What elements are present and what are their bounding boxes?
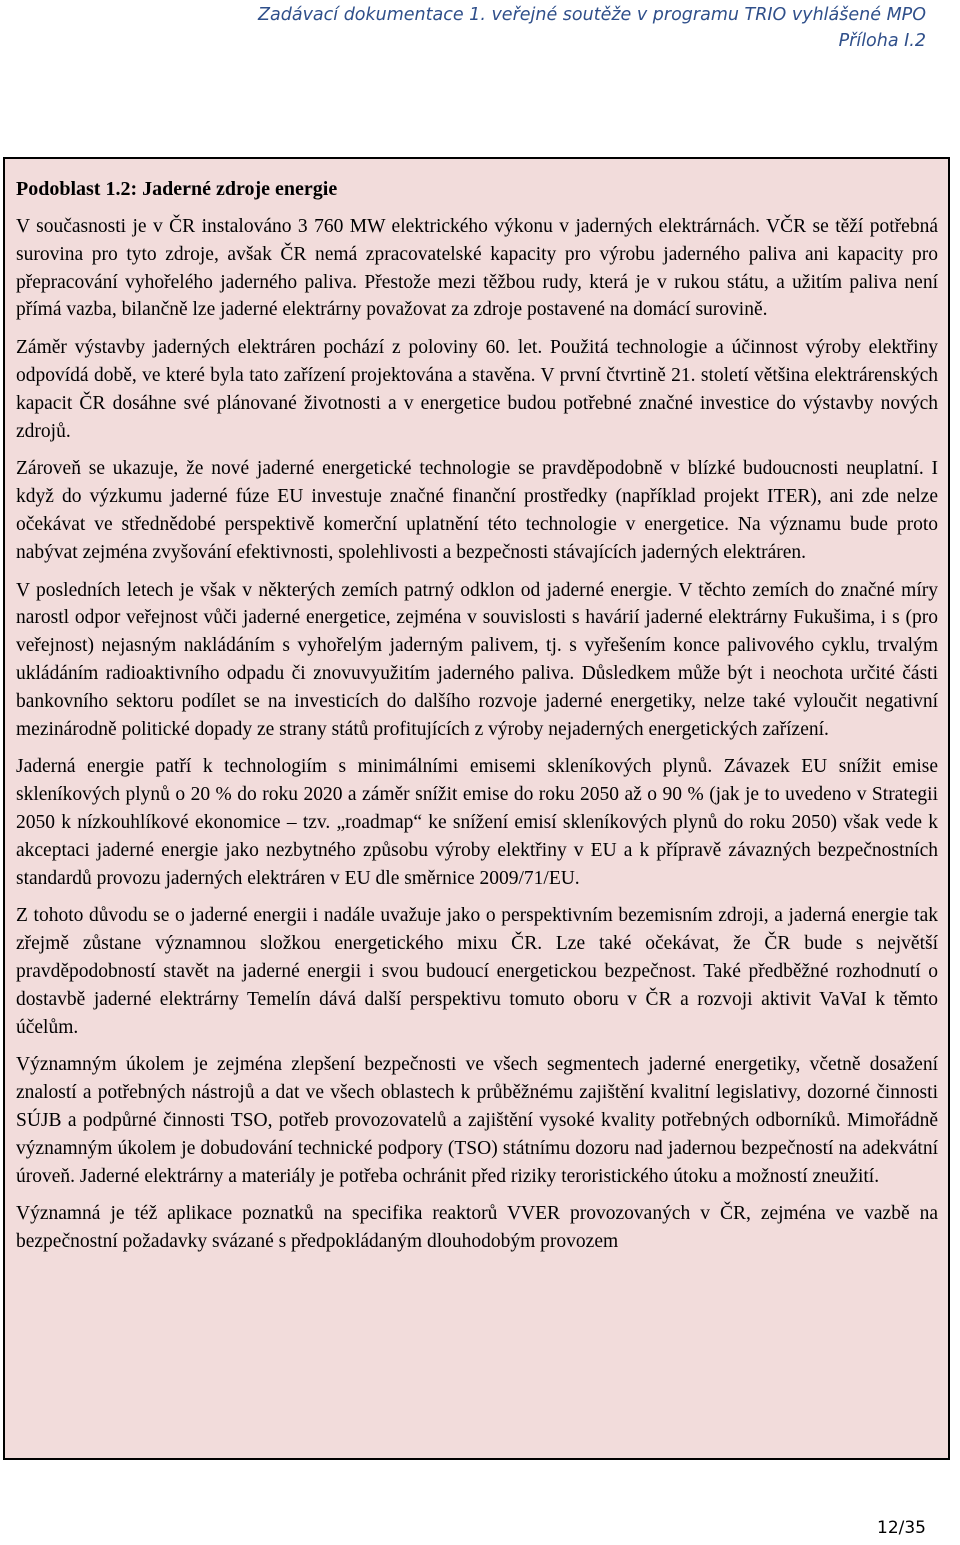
page-number: 12/35 xyxy=(877,1518,926,1538)
paragraph: Záměr výstavby jaderných elektráren pochází z poloviny 60. let. Použitá technologie a účinnost výroby elektřiny odpovídá době, ve které byla tato zařízení projektována a stavěna. V první čtvrtině 21. století většina elektrárenských kapacit ČR dosáhne své plánované životnosti a v energetice budou potřebné značné investice do výstavby nových zdrojů. xyxy=(16,337,938,442)
paragraph: Jaderná energie patří k technologiím s minimálními emisemi skleníkových plynů. Závazek EU snížit emise skleníkových plynů o 20 % do roku 2020 a záměr snížit emise do roku 2050 až o 90 % (jak je to uvedeno v Strategii 2050 k nízkouhlíkové ekonomice – tzv. „roadmap“ ke snížení emisí skleníkových plynů do roku 2050) však vede k akceptaci jaderné energie jako nezbytného způsobu výroby elektřiny v EU a k přípravě závazných bezpečnostních standardů provozu jaderných elektráren v EU dle směrnice 2009/71/EU. xyxy=(16,756,938,889)
paragraph: Zároveň se ukazuje, že nové jaderné energetické technologie se pravděpodobně v blízké budoucnosti neuplatní. I když do výzkumu jaderné fúze EU investuje značné finanční prostředky (například projekt ITER), ani zde nelze očekávat ve střednědobé perspektivě komerční uplatnění této technologie v energetice. Na významu bude proto nabývat zejména zvyšování efektivnosti, spolehlivosti a bezpečnosti stávajících jaderných elektráren. xyxy=(16,458,938,563)
paragraph: V současnosti je v ČR instalováno 3 760 MW elektrického výkonu v jaderných elektrárnách. VČR se těží potřebná surovina pro tyto zdroje, avšak ČR nemá zpracovatelské kapacity pro výrobu jaderného paliva ani kapacity pro přepracování vyhořelého jaderného paliva. Přestože mezi těžbou rudy, která je v rukou státu, a užitím paliva není přímá vazba, bilančně lze jaderné elektrárny považovat za zdroje postavené na domácí surovině. xyxy=(16,216,938,321)
paragraph: Z tohoto důvodu se o jaderné energii i nadále uvažuje jako o perspektivním bezemisním zdroji, a jaderná energie tak zřejmě zůstane významnou složkou energetického mixu ČR. Lze také očekávat, že ČR bude s největší pravděpodobností stavět na jaderné energii i svou budoucí energetickou bezpečnost. Také předběžné rozhodnutí o dostavbě jaderné elektrárny Temelín dává další perspektivu tomuto oboru v ČR a rozvoji aktivit VaVaI k těmto účelům. xyxy=(16,905,938,1038)
header-attachment: Příloha I.2 xyxy=(838,31,926,51)
header-title: Zadávací dokumentace 1. veřejné soutěže v programu TRIO vyhlášené MPO xyxy=(258,5,926,25)
paragraph: Významná je též aplikace poznatků na specifika reaktorů VVER provozovaných v ČR, zejména ve vazbě na bezpečnostní požadavky svázané s předpokládaným dlouhodobým provozem xyxy=(16,1203,938,1253)
paragraph: V posledních letech je však v některých zemích patrný odklon od jaderné energie. V těchto zemích do značné míry narostl odpor veřejnost vůči jaderné energetice, zejména v souvislosti s havárií jaderné elektrárny Fukušima, i s (pro veřejnost) nejasným nakládáním s vyhořelým jaderným palivem, tj. s vyřešením konce palivového cyklu, trvalým ukládáním radioaktivního odpadu či znovuvyužitím jaderného paliva. Důsledkem může být i neochota určité části bankovního sektoru podílet se na investicích do dalšího rozvoje jaderné energetiky, nelze také vyloučit negativní mezinárodně politické dopady ze strany států profitujících z výroby nejaderných energetických zařízení. xyxy=(16,579,938,740)
section-title: Podoblast 1.2: Jaderné zdroje energie xyxy=(16,178,338,200)
subarea-box xyxy=(3,157,950,1460)
paragraph: Významným úkolem je zejména zlepšení bezpečnosti ve všech segmentech jaderné energetiky, včetně dosažení znalostí a potřebných nástrojů a dat ve všech oblastech k průběžnému zajištění kvalitní legislativy, dozorné činnosti SÚJB a podpůrné činnosti TSO, potřeb provozovatelů a zajištění vysoké kvality potřebných odborníků. Mimořádně významným úkolem je dobudování technické podpory (TSO) státnímu dozoru nad jadernou bezpečností na adekvátní úroveň. Jaderné elektrárny a materiály je potřeba ochránit před riziky teroristického útoku a možností zneužití. xyxy=(16,1054,938,1187)
document-header xyxy=(258,2,926,54)
